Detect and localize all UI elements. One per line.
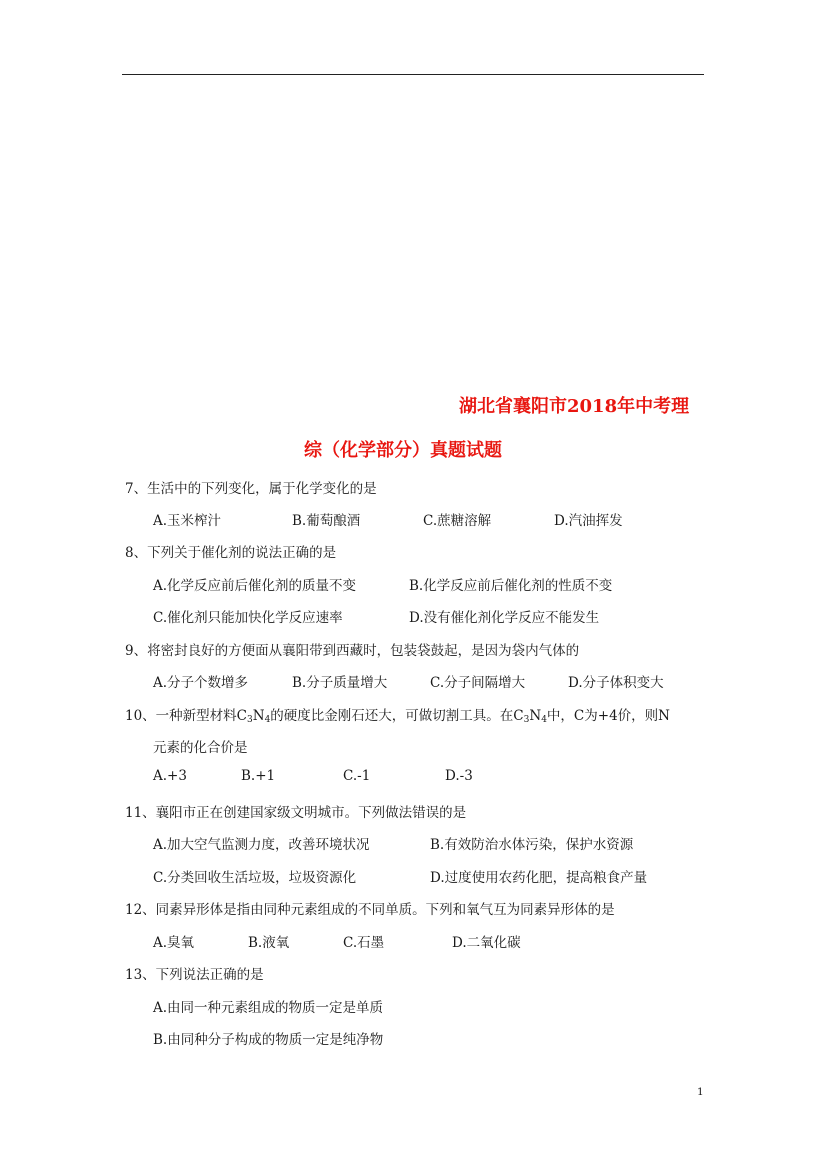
question-11-option-d: D.过度使用农药化肥，提高粮食产量 [430, 870, 648, 886]
question-12-option-a: A.臭氧 [153, 935, 195, 951]
question-11-stem: 11、襄阳市正在创建国家级文明城市。下列做法错误的是 [125, 805, 467, 821]
question-7-stem: 7、生活中的下列变化，属于化学变化的是 [125, 481, 377, 497]
question-11-option-b: B.有效防治水体污染，保护水资源 [430, 837, 634, 853]
question-8-option-a: A.化学反应前后催化剂的质量不变 [153, 578, 357, 594]
question-12-option-b: B.液氧 [248, 935, 290, 951]
question-13-option-a: A.由同一种元素组成的物质一定是单质 [153, 1000, 384, 1016]
question-8-option-d: D.没有催化剂化学反应不能发生 [409, 610, 600, 626]
question-11-option-c: C.分类回收生活垃圾，垃圾资源化 [153, 870, 357, 886]
question-10-stem [125, 704, 670, 724]
title-line-2: 综（化学部分）真题试题 [304, 440, 502, 461]
question-13-option-b: B.由同种分子构成的物质一定是纯净物 [153, 1032, 384, 1048]
q10-sub-3: 3 [523, 715, 530, 725]
q10-text-e: 中，C为+4价，则N [546, 708, 670, 724]
question-9-option-d: D.分子体积变大 [568, 675, 664, 691]
question-12-stem: 12、同素异形体是指由同种元素组成的不同单质。下列和氧气互为同素异形体的是 [125, 902, 615, 918]
question-10-option-b: B.+1 [241, 768, 276, 784]
question-8-option-b: B.化学反应前后催化剂的性质不变 [409, 578, 613, 594]
question-12-option-c: C.石墨 [343, 935, 385, 951]
question-13-stem: 13、下列说法正确的是 [125, 967, 264, 983]
q10-text-c: 的硬度比金刚石还大，可做切割工具。在C [270, 708, 524, 724]
question-7-option-d: D.汽油挥发 [554, 513, 623, 529]
page-number: 1 [697, 1086, 704, 1098]
q10-text-b: N [252, 708, 265, 724]
q10-text-a: 10、一种新型材料C [125, 708, 248, 724]
question-7-option-a: A.玉米榨汁 [153, 513, 222, 529]
question-9-stem: 9、将密封良好的方便面从襄阳带到西藏时，包装袋鼓起，是因为袋内气体的 [125, 643, 580, 659]
question-7-option-c: C.蔗糖溶解 [423, 513, 492, 529]
question-10-option-d: D.-3 [445, 768, 473, 784]
q10-sub-4: 4 [541, 715, 547, 725]
question-9-option-a: A.分子个数增多 [153, 675, 249, 691]
question-10-option-a: A.+3 [153, 768, 187, 784]
q10-text-d: N [529, 708, 542, 724]
question-12-option-d: D.二氧化碳 [452, 935, 521, 951]
question-10-option-c: C.-1 [343, 768, 371, 784]
question-9-option-c: C.分子间隔增大 [430, 675, 526, 691]
q10-sub-2: 4 [264, 715, 271, 725]
question-8-option-c: C.催化剂只能加快化学反应速率 [153, 610, 343, 626]
question-10-stem-line-2: 元素的化合价是 [153, 740, 248, 756]
header-rule [122, 74, 704, 75]
q10-sub-1: 3 [247, 715, 253, 725]
question-11-option-a: A.加大空气监测力度，改善环境状况 [153, 837, 370, 853]
question-8-stem: 8、下列关于催化剂的说法正确的是 [125, 545, 337, 561]
title-line-1: 湖北省襄阳市2018年中考理 [459, 396, 690, 417]
question-7-option-b: B.葡萄酿酒 [292, 513, 361, 529]
question-9-option-b: B.分子质量增大 [292, 675, 388, 691]
